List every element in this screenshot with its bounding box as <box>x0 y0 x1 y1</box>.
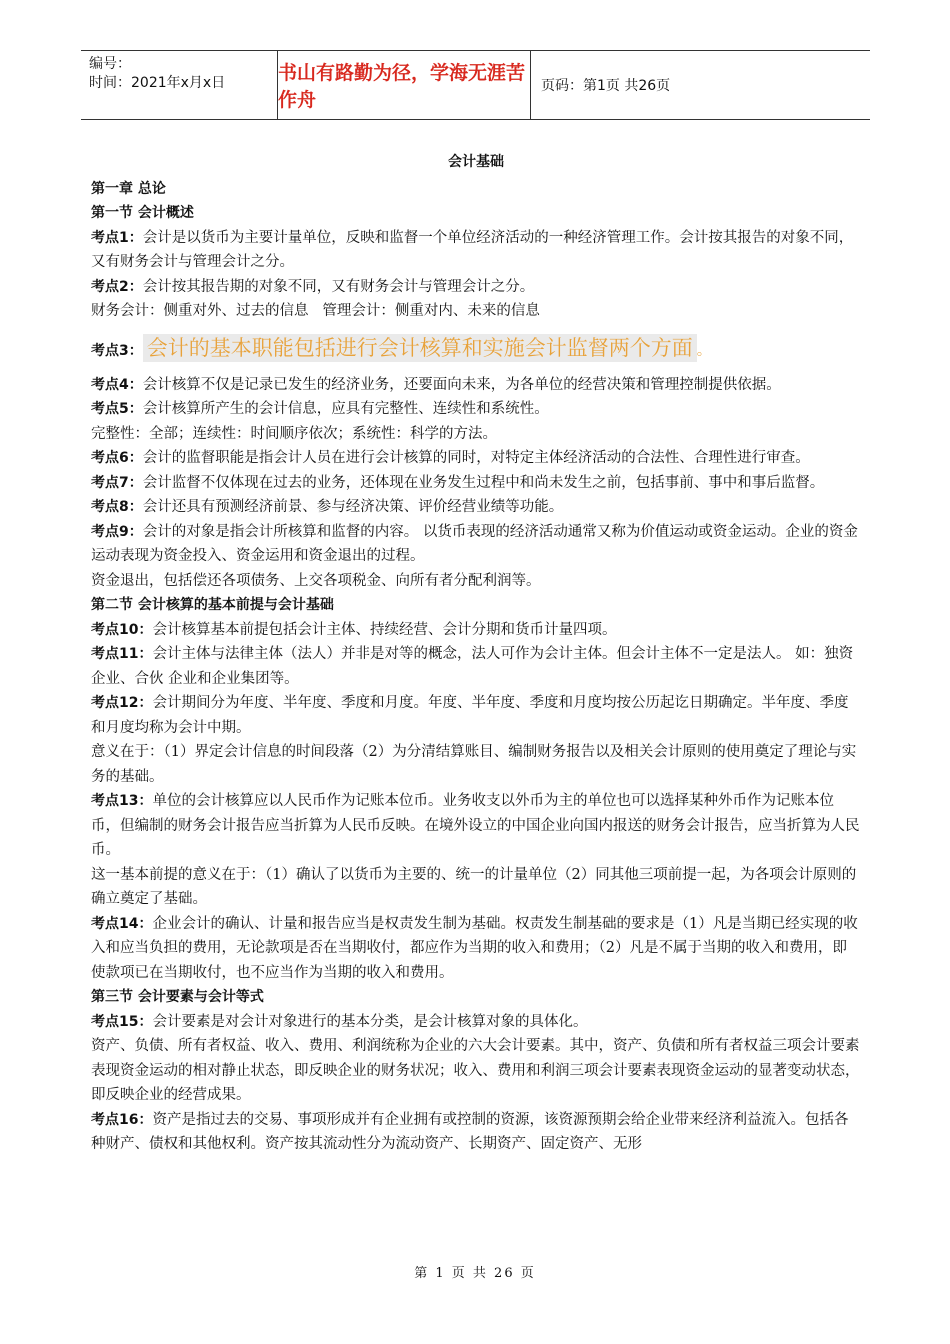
point-text: 会计监督不仅体现在过去的业务，还体现在业务发生过程中和尚未发生之前，包括事前、事中和事后监督。 <box>142 474 825 491</box>
header-page-info: 页码：第1页 共26页 <box>541 78 671 94</box>
point-text: 会计核算不仅是记录已发生的经济业务，还要面向未来，为各单位的经营决策和管理控制提供依据。 <box>142 376 781 393</box>
point-text: 会计的监督职能是指会计人员在进行会计核算的同时，对特定主体经济活动的合法性、合理性进行审查。 <box>142 450 810 466</box>
point-9 <box>91 520 861 569</box>
point-text: 会计期间分为年度、半年度、季度和月度。年度、半年度、季度和月度均按公历起讫日期确定。半年度、季度和月度均称为会计中期。 <box>91 695 849 736</box>
point-text: 会计是以货币为主要计量单位，反映和监督一个单位经济活动的一种经济管理工作。会计按其报告的对象不同，又有财务会计与管理会计之分。 <box>91 229 854 270</box>
highlighted-text: 会计的基本职能包括进行会计核算和实施会计监督两个方面 <box>143 334 697 362</box>
point-15 <box>91 1010 861 1035</box>
point-11 <box>91 642 861 691</box>
point-10 <box>91 618 861 643</box>
section-heading-2: 第二节 会计核算的基本前提与会计基础 <box>91 597 334 613</box>
point-5 <box>91 397 861 422</box>
point-9-note: 资金退出，包括偿还各项债务、上交各项税金、向所有者分配利润等。 <box>91 572 541 589</box>
page-header <box>81 50 870 120</box>
point-label: 考点12： <box>91 695 153 711</box>
document-body <box>91 150 861 1157</box>
point-text: 资产是指过去的交易、事项形成并有企业拥有或控制的资源，该资源预期会给企业带来经济利益流入。包括各种财产、债权和其他权利。资产按其流动性分为流动资产、长期资产、固定资产、无形 <box>91 1111 849 1152</box>
header-info <box>81 51 277 119</box>
point-label: 考点10： <box>91 621 153 638</box>
header-motto: 书山有路勤为径，学海无涯苦作舟 <box>277 51 531 119</box>
point-7 <box>91 471 861 496</box>
point-text: 会计按其报告期的对象不同，又有财务会计与管理会计之分。 <box>142 278 535 295</box>
point-text: 会计核算基本前提包括会计主体、持续经营、会计分期和货币计量四项。 <box>152 621 617 638</box>
point-15-note: 资产、负债、所有者权益、收入、费用、利润统称为企业的六大会计要素。其中，资产、负债和所有者权益三项会计要素表现资金运动的相对静止状态，即反映企业的财务状况；收入、费用和利润三项会计要素表现资金运动的显著变动状态，即反映企业的经营成果。 <box>91 1038 860 1103</box>
point-text: 会计要素是对会计对象进行的基本分类，是会计核算对象的具体化。 <box>152 1013 588 1030</box>
point-label: 考点8： <box>91 499 143 515</box>
point-2 <box>91 275 861 300</box>
point-label: 考点13： <box>91 793 153 809</box>
point-13-note: 这一基本前提的意义在于：（1）确认了以货币为主要的、统一的计量单位（2）同其他三项前提一起，为各项会计原则的确立奠定了基础。 <box>91 866 857 907</box>
point-label: 考点2： <box>91 278 143 295</box>
point-label: 考点14： <box>91 915 153 932</box>
chapter-heading: 第一章 总论 <box>91 180 166 197</box>
point-text: 会计核算所产生的会计信息，应具有完整性、连续性和系统性。 <box>142 401 549 417</box>
point-text-end: 。 <box>696 342 712 359</box>
point-label: 考点5： <box>91 401 143 417</box>
section-heading-3: 第三节 会计要素与会计等式 <box>91 989 264 1005</box>
point-label: 考点16： <box>91 1111 153 1128</box>
doc-number-label: 编号： <box>89 56 131 72</box>
point-label: 考点7： <box>91 474 143 491</box>
point-16 <box>91 1108 861 1157</box>
point-1 <box>91 226 861 275</box>
point-12 <box>91 691 861 740</box>
document-title: 会计基础 <box>448 154 504 170</box>
point-12-note: 意义在于：（1）界定会计信息的时间段落（2）为分清结算账目、编制财务报告以及相关会计原则的使用奠定了理论与实务的基础。 <box>91 744 857 785</box>
point-5-note: 完整性：全部；连续性：时间顺序依次；系统性：科学的方法。 <box>91 425 497 442</box>
point-label: 考点6： <box>91 450 143 466</box>
point-label: 考点15： <box>91 1013 153 1030</box>
section-heading-1: 第一节 会计概述 <box>91 205 194 221</box>
point-2-note: 财务会计：侧重对外、过去的信息 管理会计：侧重对内、未来的信息 <box>91 303 540 319</box>
point-text: 单位的会计核算应以人民币作为记账本位币。业务收支以外币为主的单位也可以选择某种外币作为记账本位币，但编制的财务会计报告应当折算为人民币反映。在境外设立的中国企业向国内报送的财务会计报告，应当折算为人民币。 <box>91 793 860 858</box>
point-text: 企业会计的确认、计量和报告应当是权责发生制为基础。权责发生制基础的要求是（1）凡是当期已经实现的收入和应当负担的费用，无论款项是否在当期收付，都应作为当期的收入和费用；（2）凡是不属于当期的收入和费用，即使款项已在当期收付，也不应当作为当期的收入和费用。 <box>91 915 858 981</box>
point-6 <box>91 446 861 471</box>
point-label: 考点11： <box>91 646 153 662</box>
point-14 <box>91 912 861 986</box>
point-label: 考点3： <box>91 342 143 359</box>
point-label: 考点1： <box>91 229 143 246</box>
doc-time-label: 时间：2021年x月x日 <box>89 75 226 91</box>
point-text: 会计还具有预测经济前景、参与经济决策、评价经营业绩等功能。 <box>142 499 564 515</box>
point-text: 会计的对象是指会计所核算和监督的内容。 以货币表现的经济活动通常又称为价值运动或资金运动。企业的资金运动表现为资金投入、资金运用和资金退出的过程。 <box>91 523 858 564</box>
point-13 <box>91 789 861 863</box>
point-label: 考点4： <box>91 376 143 393</box>
point-label: 考点9： <box>91 523 143 540</box>
page-footer: 第 1 页 共 26 页 <box>414 1266 536 1281</box>
point-3 <box>91 330 861 369</box>
point-4 <box>91 373 861 398</box>
point-text: 会计主体与法律主体（法人）并非是对等的概念，法人可作为会计主体。但会计主体不一定是法人。 如：独资企业、合伙 企业和企业集团等。 <box>91 646 854 687</box>
point-8 <box>91 495 861 520</box>
